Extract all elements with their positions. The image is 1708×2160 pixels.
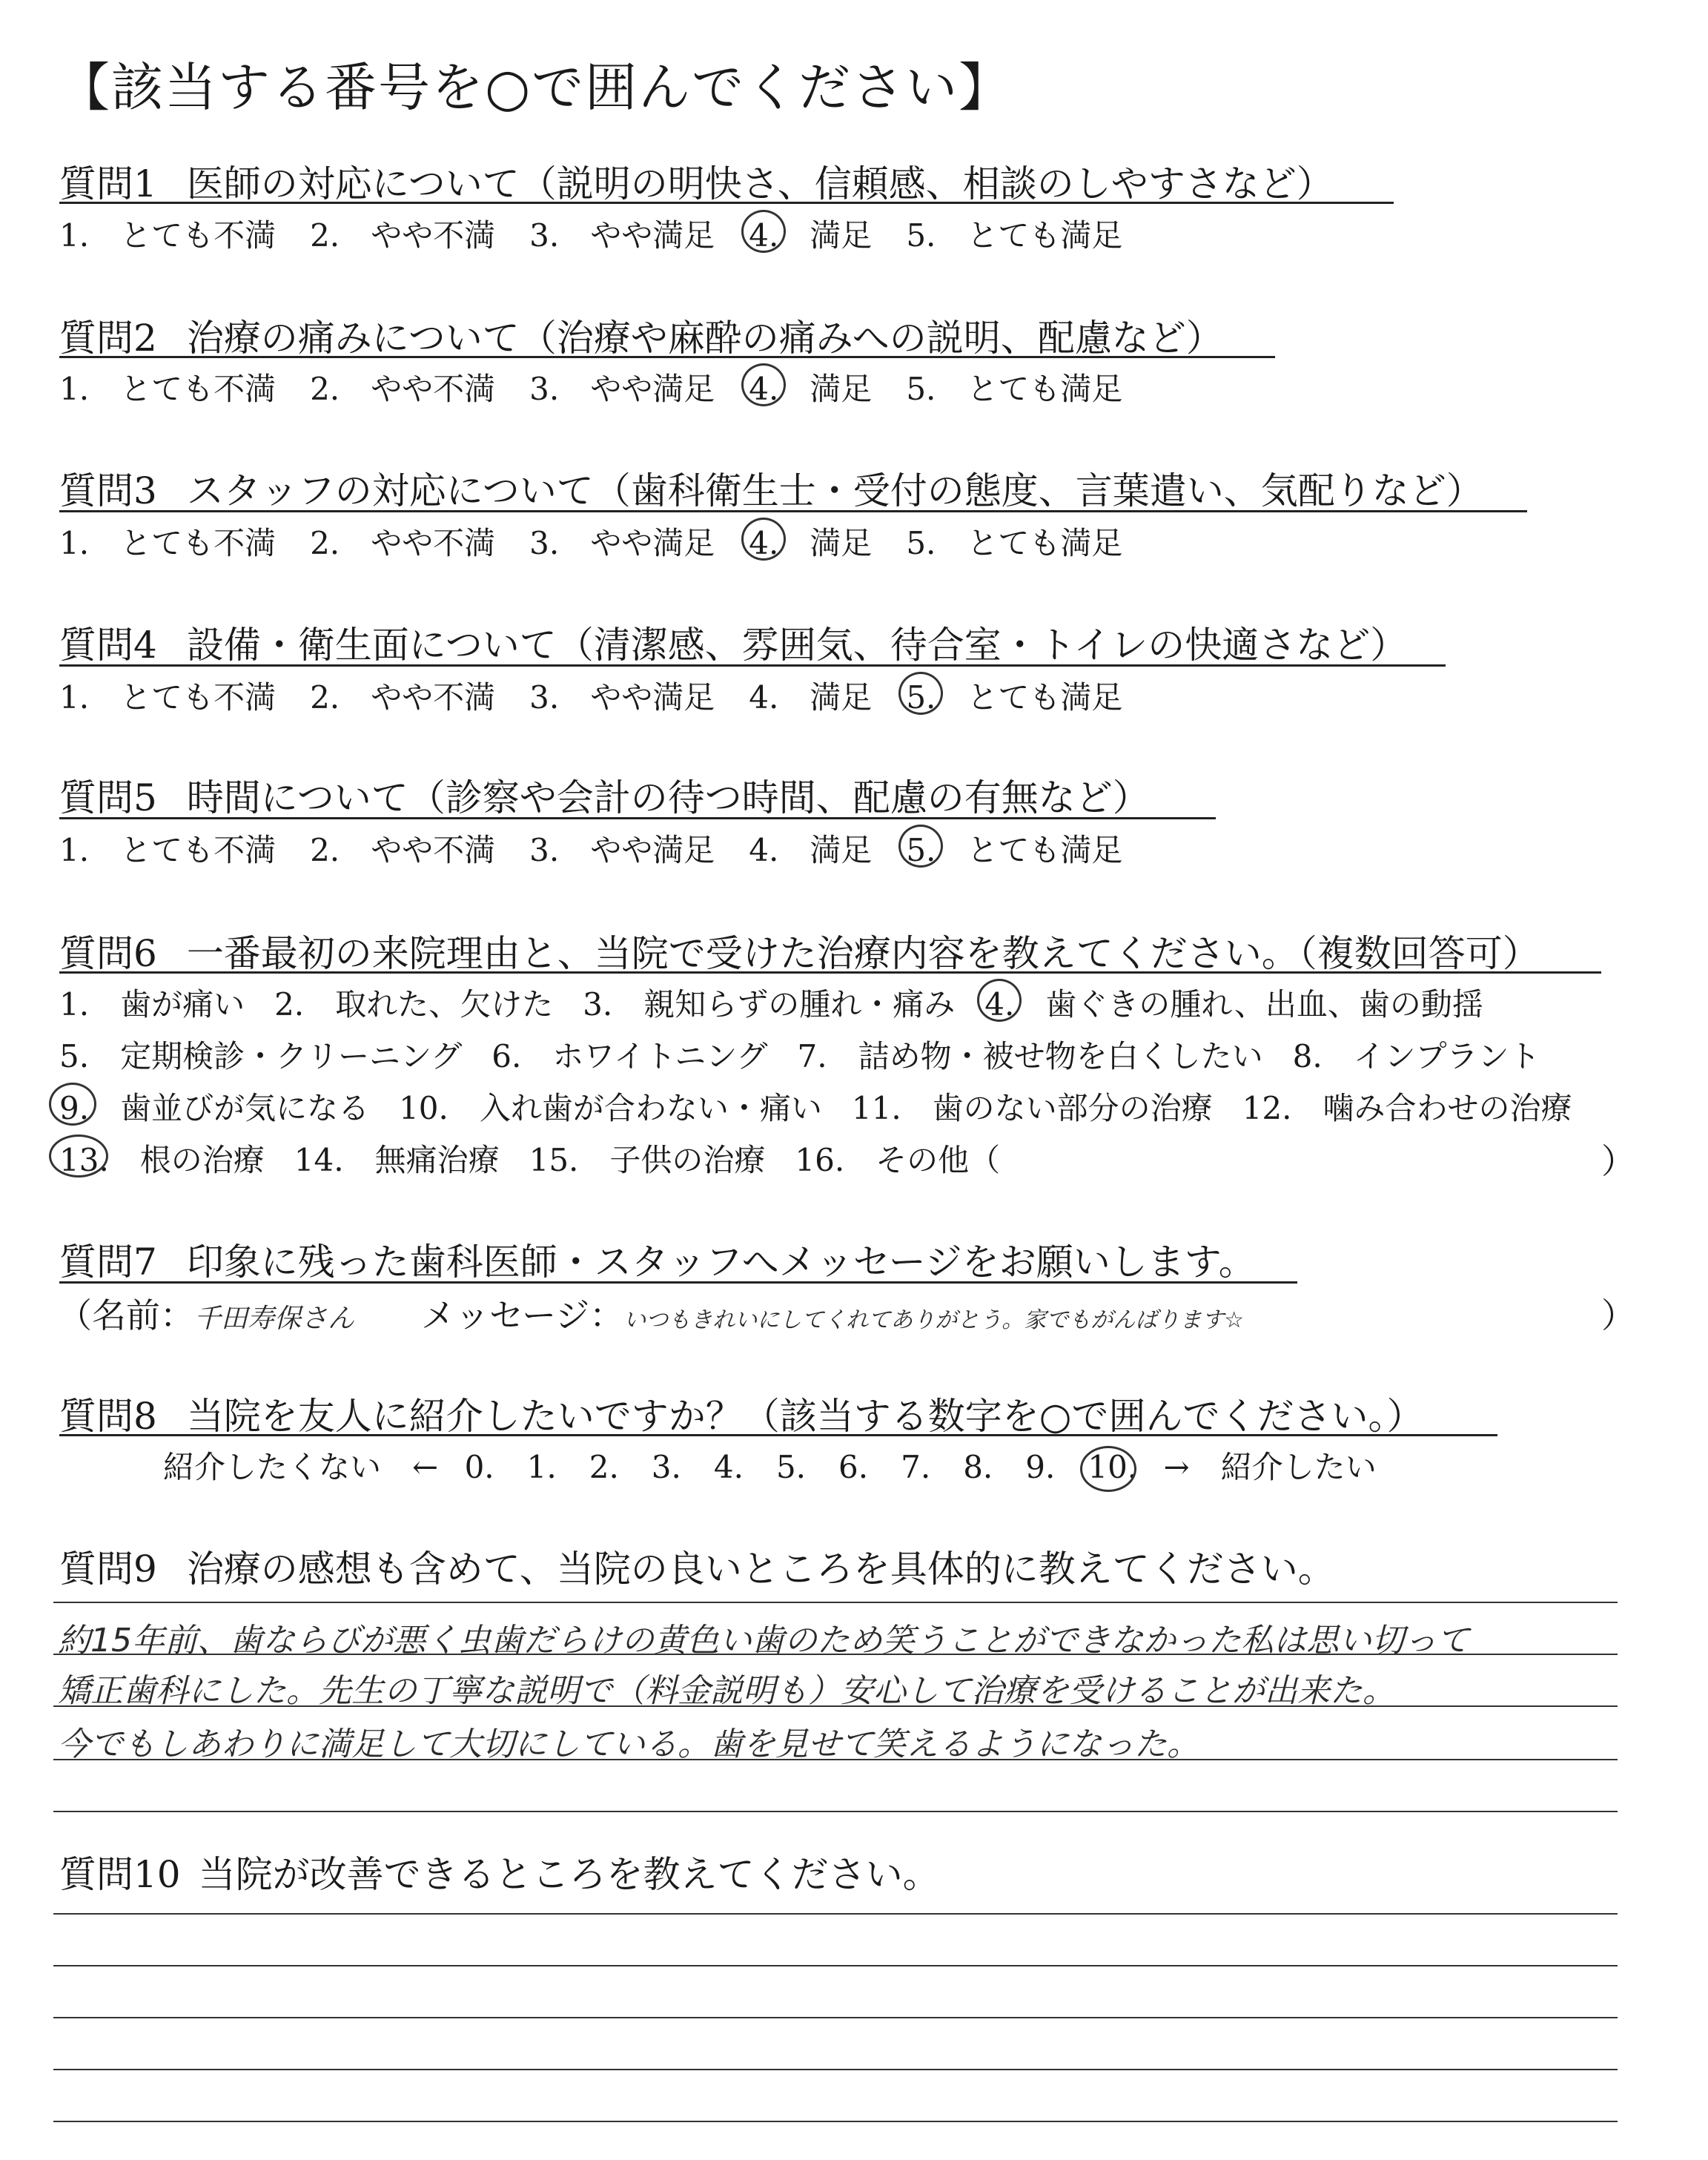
q9-answer-line-1[interactable]: 約15年前、歯ならびが悪く虫歯だらけの黄色い歯のため笑うことができなかった私は思い切って xyxy=(58,1622,1469,1659)
question-7-answer xyxy=(58,1289,1244,1338)
option-1[interactable]: 1. とても不満 xyxy=(59,832,277,868)
option-3[interactable]: 3. やや満足 xyxy=(529,217,715,254)
page-title: 【該当する番号を○で囲んでください】 xyxy=(58,57,1013,118)
question-5-heading xyxy=(59,768,1150,822)
option-1[interactable]: 1. とても不満 xyxy=(59,679,277,716)
question-4-options xyxy=(59,673,1122,718)
question-2-options xyxy=(59,365,1122,409)
question-8-underline xyxy=(59,1434,1497,1436)
answer-line xyxy=(53,1705,1618,1707)
q6-option-16-other[interactable]: 16. その他（ xyxy=(795,1142,1001,1178)
option-4[interactable]: 4. 満足 xyxy=(749,365,872,409)
question-6-options-row-1 xyxy=(59,980,1483,1025)
question-6-options-row-3 xyxy=(59,1084,1572,1129)
question-3-heading xyxy=(59,461,1483,515)
answer-line xyxy=(53,1811,1618,1812)
question-number: 質問2 xyxy=(59,317,157,360)
scale-4[interactable]: 4. xyxy=(713,1449,744,1485)
scale-right-label: → 紹介したい xyxy=(1163,1449,1377,1485)
question-8-heading xyxy=(59,1387,1423,1440)
question-text: 医師の対応について（説明の明快さ、信頼感、相談のしやすさなど） xyxy=(186,162,1334,205)
question-number: 質問4 xyxy=(59,624,157,667)
question-number: 質問3 xyxy=(59,469,157,512)
q6-option-13[interactable]: 13. 根の治療 xyxy=(59,1136,265,1180)
option-3[interactable]: 3. やや満足 xyxy=(529,525,715,561)
message-value[interactable]: いつもきれいにしてくれてありがとう。家でもがんばります☆ xyxy=(623,1307,1245,1333)
q6-option-2[interactable]: 2. 取れた、欠けた xyxy=(274,986,554,1023)
question-9-heading xyxy=(59,1539,1335,1593)
question-5-options xyxy=(59,826,1122,871)
option-5[interactable]: 5. とても満足 xyxy=(906,673,1122,718)
question-number: 質問9 xyxy=(59,1548,157,1591)
question-text: 治療の感想も含めて、当院の良いところを具体的に教えてください。 xyxy=(186,1548,1335,1591)
scale-8[interactable]: 8. xyxy=(963,1449,993,1485)
question-1-underline xyxy=(59,202,1394,204)
q6-option-15[interactable]: 15. 子供の治療 xyxy=(529,1142,766,1178)
name-value[interactable]: 千田寿保さん xyxy=(194,1304,355,1334)
q6-option-10[interactable]: 10. 入れ歯が合わない・痛い xyxy=(399,1090,822,1126)
question-number: 質問7 xyxy=(59,1241,157,1284)
question-3-options xyxy=(59,519,1122,564)
question-2-heading xyxy=(59,308,1223,362)
name-label: （名前： xyxy=(58,1295,194,1335)
question-6-options-row-2 xyxy=(59,1032,1540,1077)
question-text: 印象に残った歯科医師・スタッフへメッセージをお願いします。 xyxy=(186,1241,1256,1284)
option-1[interactable]: 1. とても不満 xyxy=(59,217,277,254)
question-text: 時間について（診察や会計の待つ時間、配慮の有無など） xyxy=(186,776,1150,819)
answer-line xyxy=(53,2121,1618,2122)
message-label: メッセージ： xyxy=(421,1295,624,1335)
question-4-underline xyxy=(59,664,1446,667)
option-5[interactable]: 5. とても満足 xyxy=(906,525,1123,561)
q6-option-3[interactable]: 3. 親知らずの腫れ・痛み xyxy=(583,986,956,1023)
question-text: スタッフの対応について（歯科衛生士・受付の態度、言葉遣い、気配りなど） xyxy=(186,469,1483,512)
q9-answer-line-3[interactable]: 今でもしあわりに満足して大切にしている。歯を見せて笑えるようになった。 xyxy=(58,1725,1199,1763)
question-4-heading xyxy=(59,615,1407,669)
question-6-heading xyxy=(59,924,1540,977)
option-5[interactable]: 5. とても満足 xyxy=(906,217,1123,254)
answer-line xyxy=(53,1654,1618,1655)
answer-line xyxy=(53,2017,1618,2018)
scale-left-label: 紹介したくない ← xyxy=(163,1449,439,1485)
question-6-underline xyxy=(59,971,1601,974)
option-4[interactable]: 4. 満足 xyxy=(749,832,873,868)
question-number: 質問10 xyxy=(59,1853,181,1896)
answer-line xyxy=(53,1965,1618,1966)
answer-line xyxy=(53,1602,1618,1603)
option-3[interactable]: 3. やや満足 xyxy=(529,832,715,868)
option-2[interactable]: 2. やや不満 xyxy=(310,371,496,407)
q6-option-4[interactable]: 4. 歯ぐきの腫れ、出血、歯の動揺 xyxy=(984,980,1483,1025)
question-number: 質問5 xyxy=(59,776,157,819)
question-number: 質問8 xyxy=(59,1395,157,1438)
option-3[interactable]: 3. やや満足 xyxy=(529,679,715,716)
q6-option-12[interactable]: 12. 噛み合わせの治療 xyxy=(1242,1090,1572,1126)
q6-option-9[interactable]: 9. 歯並びが気になる xyxy=(59,1084,369,1129)
question-7-heading xyxy=(59,1232,1256,1286)
option-4[interactable]: 4. 満足 xyxy=(749,211,872,256)
option-1[interactable]: 1. とても不満 xyxy=(59,525,277,561)
scale-0[interactable]: 0. xyxy=(464,1449,494,1485)
scale-10[interactable]: 10. xyxy=(1088,1449,1137,1485)
question-number: 質問6 xyxy=(59,932,157,975)
question-3-underline xyxy=(59,510,1527,512)
q6-option-14[interactable]: 14. 無痛治療 xyxy=(294,1142,500,1178)
question-text: 設備・衛生面について（清潔感、雰囲気、待合室・トイレの快適さなど） xyxy=(186,624,1408,667)
question-1-heading xyxy=(59,154,1334,208)
q6-option-7[interactable]: 7. 詰め物・被せ物を白くしたい xyxy=(797,1038,1263,1074)
option-5[interactable]: 5. とても満足 xyxy=(906,826,1122,871)
question-5-underline xyxy=(59,817,1216,819)
answer-line xyxy=(53,2069,1618,2070)
question-10-heading xyxy=(59,1845,940,1898)
answer-line xyxy=(53,1913,1618,1915)
q7-close-paren: ） xyxy=(1601,1295,1635,1335)
q6-option-11[interactable]: 11. 歯のない部分の治療 xyxy=(851,1090,1213,1126)
q6-other-close-paren: ） xyxy=(1601,1141,1635,1181)
question-number: 質問1 xyxy=(59,162,157,205)
scale-5[interactable]: 5. xyxy=(775,1449,807,1485)
scale-1[interactable]: 1. xyxy=(526,1449,557,1485)
option-2[interactable]: 2. やや不満 xyxy=(310,525,496,561)
scale-3[interactable]: 3. xyxy=(651,1449,681,1485)
option-2[interactable]: 2. やや不満 xyxy=(310,679,496,716)
question-7-underline xyxy=(59,1281,1297,1284)
question-text: 当院が改善できるところを教えてください。 xyxy=(198,1853,940,1896)
option-1[interactable]: 1. とても不満 xyxy=(59,371,277,407)
q6-option-6[interactable]: 6. ホワイトニング xyxy=(491,1038,768,1074)
question-text: 一番最初の来院理由と、当院で受けた治療内容を教えてください。（複数回答可） xyxy=(186,932,1540,975)
question-1-options xyxy=(59,211,1122,256)
question-2-underline xyxy=(59,356,1275,358)
q6-option-8[interactable]: 8. インプラント xyxy=(1292,1038,1540,1074)
q6-option-1[interactable]: 1. 歯が痛い xyxy=(59,986,245,1023)
scale-9[interactable]: 9. xyxy=(1025,1449,1056,1485)
scale-7[interactable]: 7. xyxy=(901,1449,931,1485)
answer-line xyxy=(53,1759,1618,1760)
option-3[interactable]: 3. やや満足 xyxy=(529,371,715,407)
q9-answer-line-2[interactable]: 矯正歯科にした。先生の丁寧な説明で（料金説明も）安心して治療を受けることが出来た。 xyxy=(58,1672,1395,1710)
question-text: 治療の痛みについて（治療や麻酔の痛みへの説明、配慮など） xyxy=(186,317,1223,360)
option-2[interactable]: 2. やや不満 xyxy=(310,217,496,254)
scale-2[interactable]: 2. xyxy=(589,1449,619,1485)
option-5[interactable]: 5. とても満足 xyxy=(906,371,1123,407)
option-4[interactable]: 4. 満足 xyxy=(749,679,873,716)
referral-scale xyxy=(163,1443,1377,1487)
scale-6[interactable]: 6. xyxy=(838,1449,869,1485)
question-text: 当院を友人に紹介したいですか？（該当する数字を○で囲んでください。） xyxy=(186,1395,1424,1438)
option-2[interactable]: 2. やや不満 xyxy=(310,832,496,868)
option-4[interactable]: 4. 満足 xyxy=(749,519,872,564)
q6-option-5[interactable]: 5. 定期検診・クリーニング xyxy=(59,1038,463,1074)
question-6-options-row-4 xyxy=(59,1136,1000,1180)
